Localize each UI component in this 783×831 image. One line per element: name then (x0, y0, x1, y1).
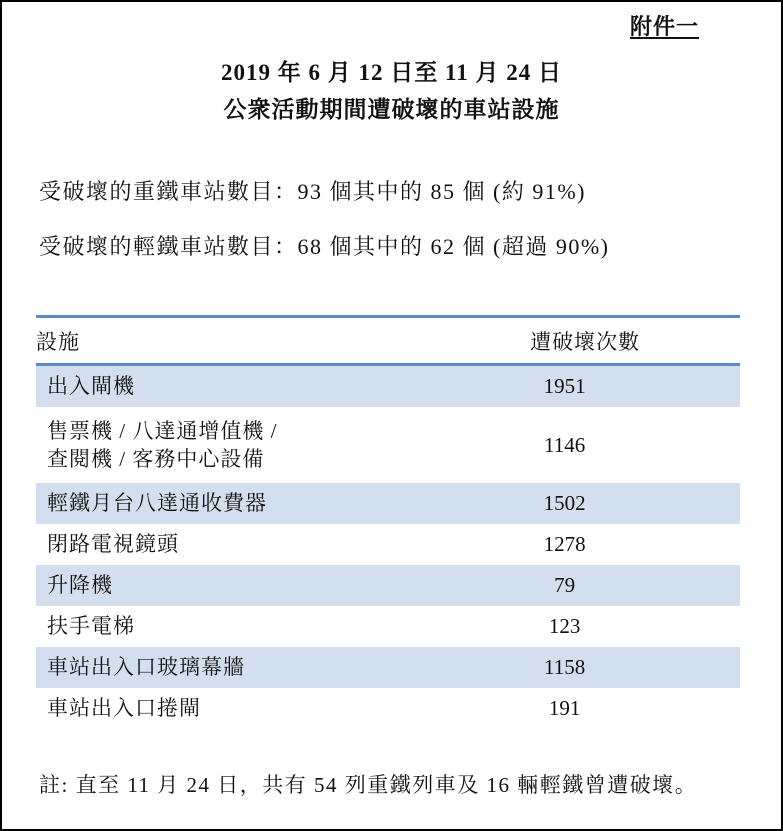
annex-label: 附件一 (629, 14, 699, 39)
count-cell: 1502 (543, 491, 586, 515)
count-cell: 1158 (544, 655, 586, 679)
footnote: 註: 直至 11 月 24 日，共有 54 列重鐵列車及 16 輛輕鐵曾遭破壞。 (39, 773, 698, 797)
table-row (36, 407, 740, 483)
count-cell: 79 (554, 573, 576, 597)
facilities-table-header (36, 317, 740, 365)
count-cell: 123 (548, 614, 581, 638)
facility-cell (36, 407, 430, 483)
facility-line: 售票機 / 八達通增值機 / (47, 419, 278, 443)
table-row (36, 365, 740, 408)
facility-line: 閉路電視鏡頭 (47, 532, 179, 556)
facility-cell (36, 565, 430, 606)
facility-line: 升降機 (47, 573, 113, 597)
facility-cell (36, 647, 430, 688)
facility-line: 車站出入口玻璃幕牆 (47, 655, 245, 679)
facility-line: 查閱機 / 客務中心設備 (47, 447, 265, 471)
facility-line: 扶手電梯 (47, 614, 135, 638)
count-cell: 191 (548, 696, 581, 720)
table-row (36, 647, 740, 688)
column-header-facility: 設施 (36, 329, 80, 354)
table-row (36, 565, 740, 606)
table-row (36, 606, 740, 647)
facility-cell (36, 606, 430, 647)
table-row (36, 524, 740, 565)
document-title (2, 54, 781, 128)
summary-block (39, 178, 751, 288)
light-rail-summary: 受破壞的輕鐵車站數目：68 個其中的 62 個 (超過 90%) (39, 234, 610, 259)
header-row (36, 317, 740, 365)
table-row (36, 483, 740, 524)
count-cell: 1951 (543, 374, 586, 398)
facility-cell (36, 524, 430, 565)
column-header-damage-count: 遭破壞次數 (530, 329, 641, 354)
facilities-table-body (36, 365, 740, 730)
heavy-rail-summary: 受破壞的重鐵車站數目：93 個其中的 85 個 (約 91%) (39, 179, 586, 204)
title-line-2: 公衆活動期間遭破壞的車站設施 (223, 97, 560, 122)
facility-line: 輕鐵月台八達通收費器 (47, 491, 267, 515)
facility-cell (36, 483, 430, 524)
facility-line: 出入閘機 (47, 374, 135, 398)
table-row (36, 688, 740, 729)
title-line-1: 2019 年 6 月 12 日至 11 月 24 日 (221, 60, 562, 85)
facility-cell (36, 688, 430, 729)
facility-line: 車站出入口捲閘 (47, 696, 201, 720)
count-cell: 1146 (544, 432, 586, 457)
count-cell: 1278 (543, 532, 586, 556)
facilities-table (36, 315, 740, 729)
facility-cell (36, 365, 430, 408)
